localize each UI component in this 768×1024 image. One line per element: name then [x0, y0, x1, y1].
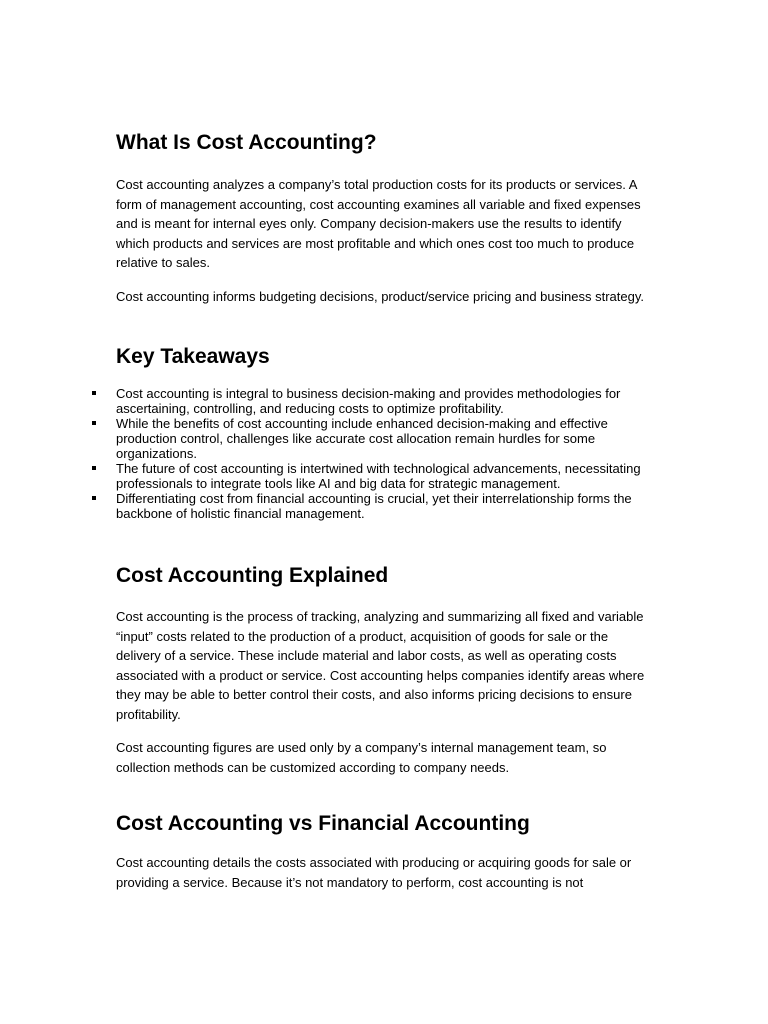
list-item: [116, 386, 656, 416]
section-what-is-cost-accounting: [116, 128, 656, 306]
square-bullet-icon: [92, 496, 96, 500]
list-item: [116, 491, 656, 521]
square-bullet-icon: [92, 466, 96, 470]
section-key-takeaways: [116, 342, 656, 521]
section-cost-vs-financial-accounting: [116, 809, 656, 892]
section-heading: Cost Accounting Explained: [116, 564, 389, 587]
paragraph: Cost accounting details the costs associated with producing or acquiring goods for sale or providing a service. Because it’s not mandatory to perform, cost accounting is not: [116, 855, 632, 890]
section-cost-accounting-explained: [116, 561, 656, 777]
takeaways-list: [116, 386, 656, 521]
list-item-text: The future of cost accounting is intertwined with technological advancements, necessitating professionals to integrate tools like AI and big data for strategic management.: [116, 461, 641, 491]
list-item-text: Differentiating cost from financial accounting is crucial, yet their interrelationship forms the backbone of holistic financial management.: [116, 491, 632, 521]
paragraph: Cost accounting informs budgeting decisions, product/service pricing and business strategy.: [116, 288, 644, 304]
paragraph: Cost accounting is the process of tracking, analyzing and summarizing all fixed and variable “input” costs related to the production of a product, acquisition of goods for sale or the delivery of a service. These include material and labor costs, as well as operating costs associated with a product or service. Cost accounting helps companies identify areas where they may be able to better control their costs, and also informs pricing decisions to ensure profitability.: [116, 609, 645, 722]
square-bullet-icon: [92, 421, 96, 425]
list-item: [116, 416, 656, 461]
list-item-text: Cost accounting is integral to business decision-making and provides methodologies for ascertaining, controlling, and reducing costs to optimize profitability.: [116, 386, 621, 416]
list-item: [116, 461, 656, 491]
section-heading: What Is Cost Accounting?: [116, 131, 377, 154]
document-content: [116, 128, 656, 892]
square-bullet-icon: [92, 391, 96, 395]
section-heading: Cost Accounting vs Financial Accounting: [116, 812, 530, 835]
list-item-text: While the benefits of cost accounting include enhanced decision-making and effective production control, challenges like accurate cost allocation remain hurdles for some organizations.: [116, 416, 608, 461]
paragraph: Cost accounting figures are used only by a company’s internal management team, so collection methods can be customized according to company needs.: [116, 740, 607, 775]
paragraph: Cost accounting analyzes a company’s total production costs for its products or services. A form of management accounting, cost accounting examines all variable and fixed expenses and is meant for internal eyes only. Company decision-makers use the results to identify which products and services are most profitable and which ones cost too much to produce relative to sales.: [116, 177, 641, 270]
section-heading: Key Takeaways: [116, 345, 270, 368]
